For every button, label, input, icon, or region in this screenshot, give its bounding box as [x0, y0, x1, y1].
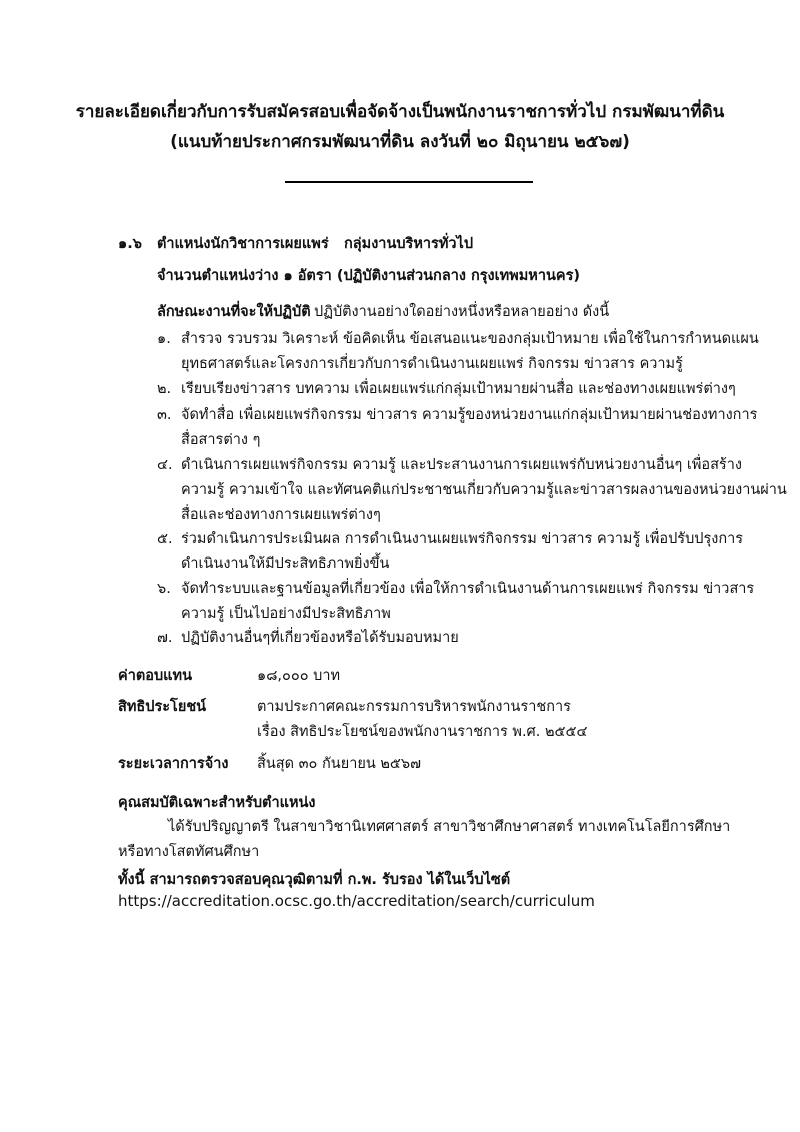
salary-value: ๑๘,๐๐๐ บาท — [257, 668, 341, 684]
period-label: ระยะเวลาการจ้าง — [118, 756, 229, 772]
position-name: ตำแหน่งนักวิชาการเผยแพร่ — [157, 236, 329, 252]
duty-line: ดำเนินการเผยแพร่กิจกรรม ความรู้ และประสานงานการเผยแพร่กับหน่วยงานอื่นๆ เพื่อสร้าง — [181, 457, 742, 473]
document-subtitle: (แนบท้ายประกาศกรมพัฒนาที่ดิน ลงวันที่ ๒๐ มิถุนายน ๒๕๖๗) — [170, 132, 630, 152]
period-value: สิ้นสุด ๓๐ กันยายน ๒๕๖๗ — [257, 756, 421, 772]
position-number: ๑.๖ — [118, 236, 142, 252]
benefits-value: เรื่อง สิทธิประโยชน์ของพนักงานราชการ พ.ศ. ๒๕๕๔ — [257, 724, 588, 740]
duty-line: ปฏิบัติงานอื่นๆที่เกี่ยวข้องหรือได้รับมอบหมาย — [181, 630, 459, 646]
benefits-value: ตามประกาศคณะกรรมการบริหารพนักงานราชการ — [257, 699, 571, 715]
benefits-label: สิทธิประโยชน์ — [118, 699, 207, 715]
duty-number: ๓. — [157, 407, 172, 423]
duty-number: ๑. — [157, 331, 171, 347]
qualifications-text: หรือทางโสตทัศนศึกษา — [118, 844, 260, 860]
duty-number: ๗. — [157, 630, 173, 646]
duty-number: ๔. — [157, 457, 173, 473]
duties-label: ลักษณะงานที่จะให้ปฏิบัติ — [157, 304, 311, 320]
verification-url[interactable]: https://accreditation.ocsc.go.th/accreditation/search/curriculum — [118, 892, 595, 910]
position-group: กลุ่มงานบริหารทั่วไป — [344, 236, 474, 252]
title-divider — [285, 181, 533, 183]
duty-number: ๕. — [157, 531, 173, 547]
duty-line: สำรวจ รวบรวม วิเคราะห์ ข้อคิดเห็น ข้อเสนอแนะของกลุ่มเป้าหมาย เพื่อใช้ในการกำหนดแผน — [181, 331, 759, 347]
duty-line: ความรู้ เป็นไปอย่างมีประสิทธิภาพ — [181, 606, 391, 622]
vacancy-info: จำนวนตำแหน่งว่าง ๑ อัตรา (ปฏิบัติงานส่วนกลาง กรุงเทพมหานคร) — [157, 268, 580, 284]
duty-number: ๖. — [157, 581, 171, 597]
duty-line: เรียบเรียงข่าวสาร บทความ เพื่อเผยแพร่แก่กลุ่มเป้าหมายผ่านสื่อ และช่องทางเผยแพร่ต่างๆ — [181, 381, 736, 397]
duty-line: จัดทำระบบและฐานข้อมูลที่เกี่ยวข้อง เพื่อให้การดำเนินงานด้านการเผยแพร่ กิจกรรม ข่าวสาร — [181, 581, 755, 597]
duty-line: ยุทธศาสตร์และโครงการเกี่ยวกับการดำเนินงานเผยแพร่ กิจกรรม ข่าวสาร ความรู้ — [181, 356, 683, 372]
duties-intro: ปฏิบัติงานอย่างใดอย่างหนึ่งหรือหลายอย่าง ดังนี้ — [314, 304, 610, 320]
document-title: รายละเอียดเกี่ยวกับการรับสมัครสอบเพื่อจัดจ้างเป็นพนักงานราชการทั่วไป กรมพัฒนาที่ดิน — [75, 102, 725, 122]
qualifications-text: ได้รับปริญญาตรี ในสาขาวิชานิเทศศาสตร์ สาขาวิชาศึกษาศาสตร์ ทางเทคโนโลยีการศึกษา — [168, 819, 731, 835]
verification-note: ทั้งนี้ สามารถตรวจสอบคุณวุฒิตามที่ ก.พ. รับรอง ได้ในเว็บไซต์ — [118, 872, 511, 888]
duty-line: สื่อและช่องทางการเผยแพร่ต่างๆ — [181, 507, 381, 523]
duty-line: จัดทำสื่อ เพื่อเผยแพร่กิจกรรม ข่าวสาร ความรู้ของหน่วยงานแก่กลุ่มเป้าหมายผ่านช่องทางการ — [181, 407, 758, 423]
duty-line: ความรู้ ความเข้าใจ และทัศนคติแก่ประชาชนเกี่ยวกับความรู้และข่าวสารผลงานของหน่วยงานผ่าน — [181, 482, 787, 498]
duty-line: สื่อสารต่าง ๆ — [181, 432, 261, 448]
qualifications-label: คุณสมบัติเฉพาะสำหรับตำแหน่ง — [118, 795, 316, 811]
salary-label: ค่าตอบแทน — [118, 668, 192, 684]
duty-line: ร่วมดำเนินการประเมินผล การดำเนินงานเผยแพร่กิจกรรม ข่าวสาร ความรู้ เพื่อปรับปรุงการ — [181, 531, 744, 547]
duty-number: ๒. — [157, 381, 172, 397]
duty-line: ดำเนินงานให้มีประสิทธิภาพยิ่งขึ้น — [181, 556, 390, 572]
